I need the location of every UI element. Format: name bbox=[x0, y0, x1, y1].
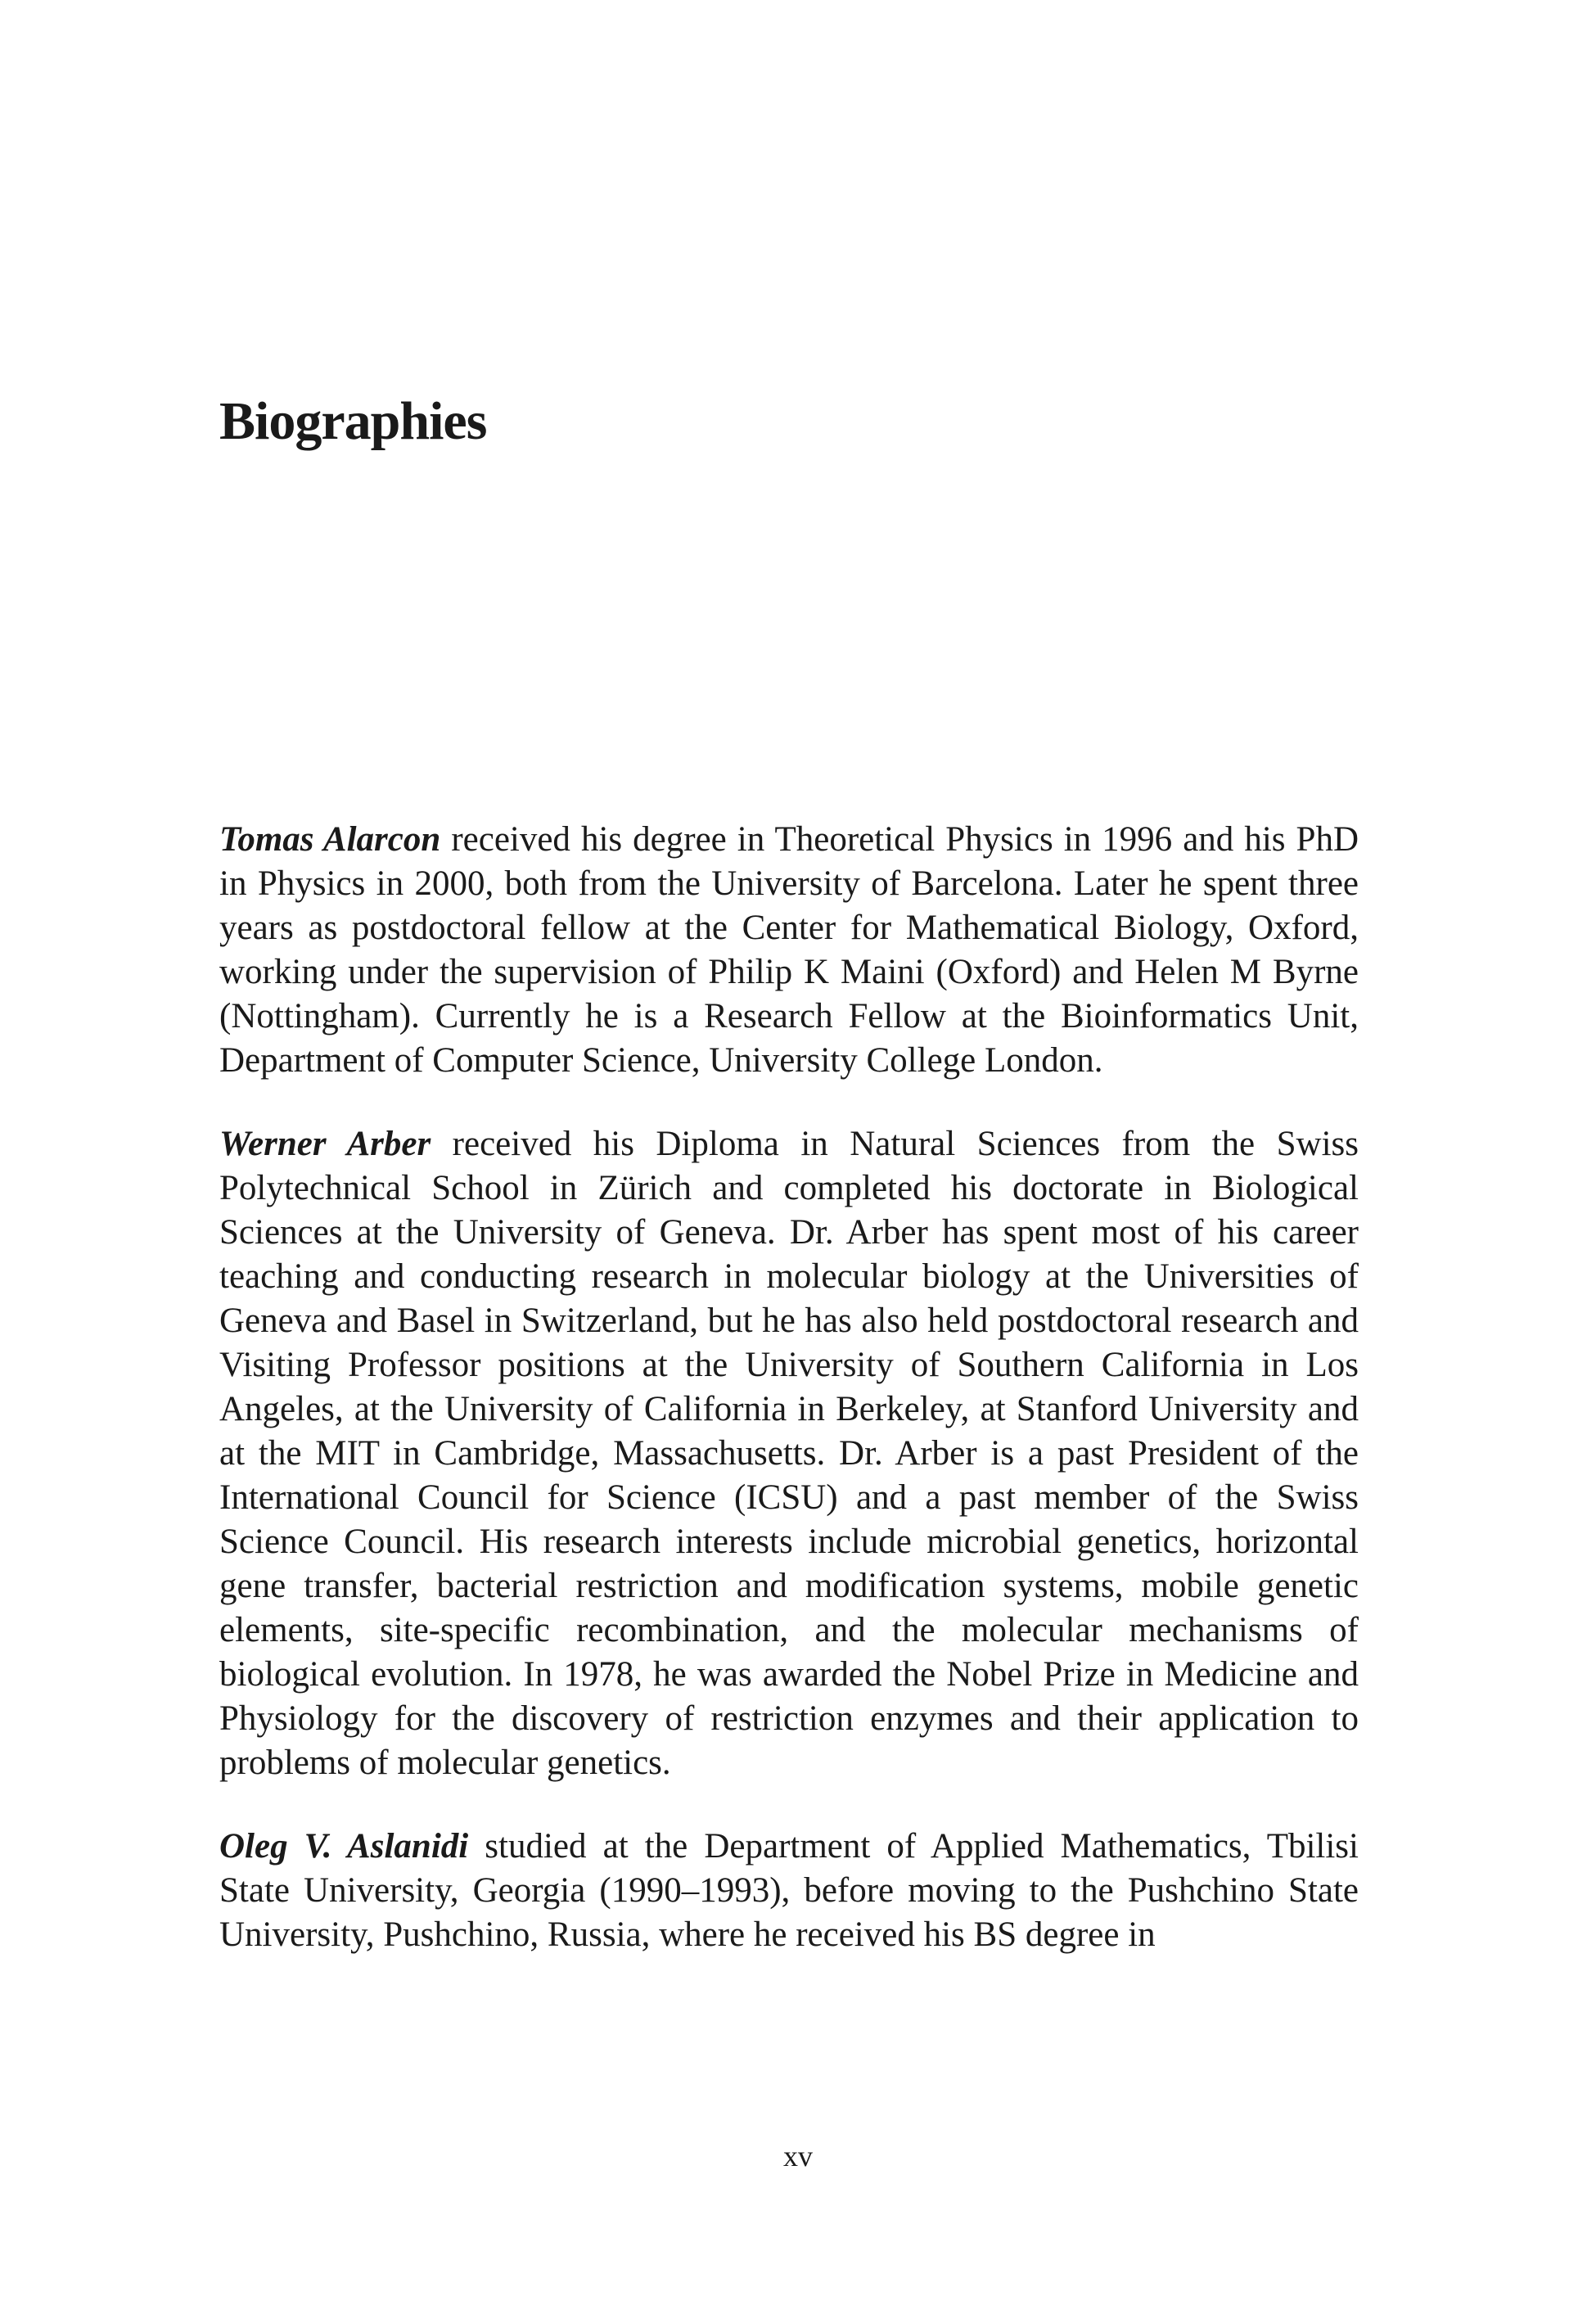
biography-list bbox=[219, 818, 1359, 1996]
biography-name: Tomas Alarcon bbox=[219, 820, 441, 859]
biography-text: studied at the Department of Applied Mathematics, Tbilisi State University, Georgia (1990–1993), before moving to the Pushchino State University, Pushchino, Russia, where he received his BS degree in bbox=[219, 1827, 1359, 1954]
biography-text: received his Diploma in Natural Sciences from the Swiss Polytechnical School in Zürich and completed his doctorate in Biological Sciences at the University of Geneva. Dr. Arber has spent most of his career teaching and conducting research in molecular biology at the Universities of Geneva and Basel in Switzerland, but he has also held postdoctoral research and Visiting Professor positions at the University of Southern California in Los Angeles, at the University of California in Berkeley, at Stanford University and at the MIT in Cambridge, Massachusetts. Dr. Arber is a past President of the International Council for Science (ICSU) and a past member of the Swiss Science Council. His research interests include microbial genetics, horizontal gene transfer, bacterial restriction and modification systems, mobile genetic elements, site-specific recombination, and the molecular mechanisms of biological evolution. In 1978, he was awarded the Nobel Prize in Medicine and Physiology for the discovery of restriction enzymes and their application to problems of molecular genetics. bbox=[219, 1125, 1359, 1782]
biography-name: Oleg V. Aslanidi bbox=[219, 1827, 469, 1866]
biography-text: received his degree in Theoretical Physics in 1996 and his PhD in Physics in 2000, both from the University of Barcelona. Later he spent three years as postdoctoral fellow at the Center for Mathematical Biology, Oxford, working under the supervision of Philip K Maini (Oxford) and Helen M Byrne (Nottingham). Currently he is a Research Fellow at the Bioinformatics Unit, Department of Computer Science, University College London. bbox=[219, 820, 1359, 1080]
biography-entry bbox=[219, 1122, 1359, 1785]
biography-entry bbox=[219, 1825, 1359, 1957]
biography-name: Werner Arber bbox=[219, 1125, 431, 1163]
page-number: xv bbox=[783, 2140, 813, 2172]
biography-entry bbox=[219, 818, 1359, 1083]
page-title: Biographies bbox=[219, 391, 487, 451]
